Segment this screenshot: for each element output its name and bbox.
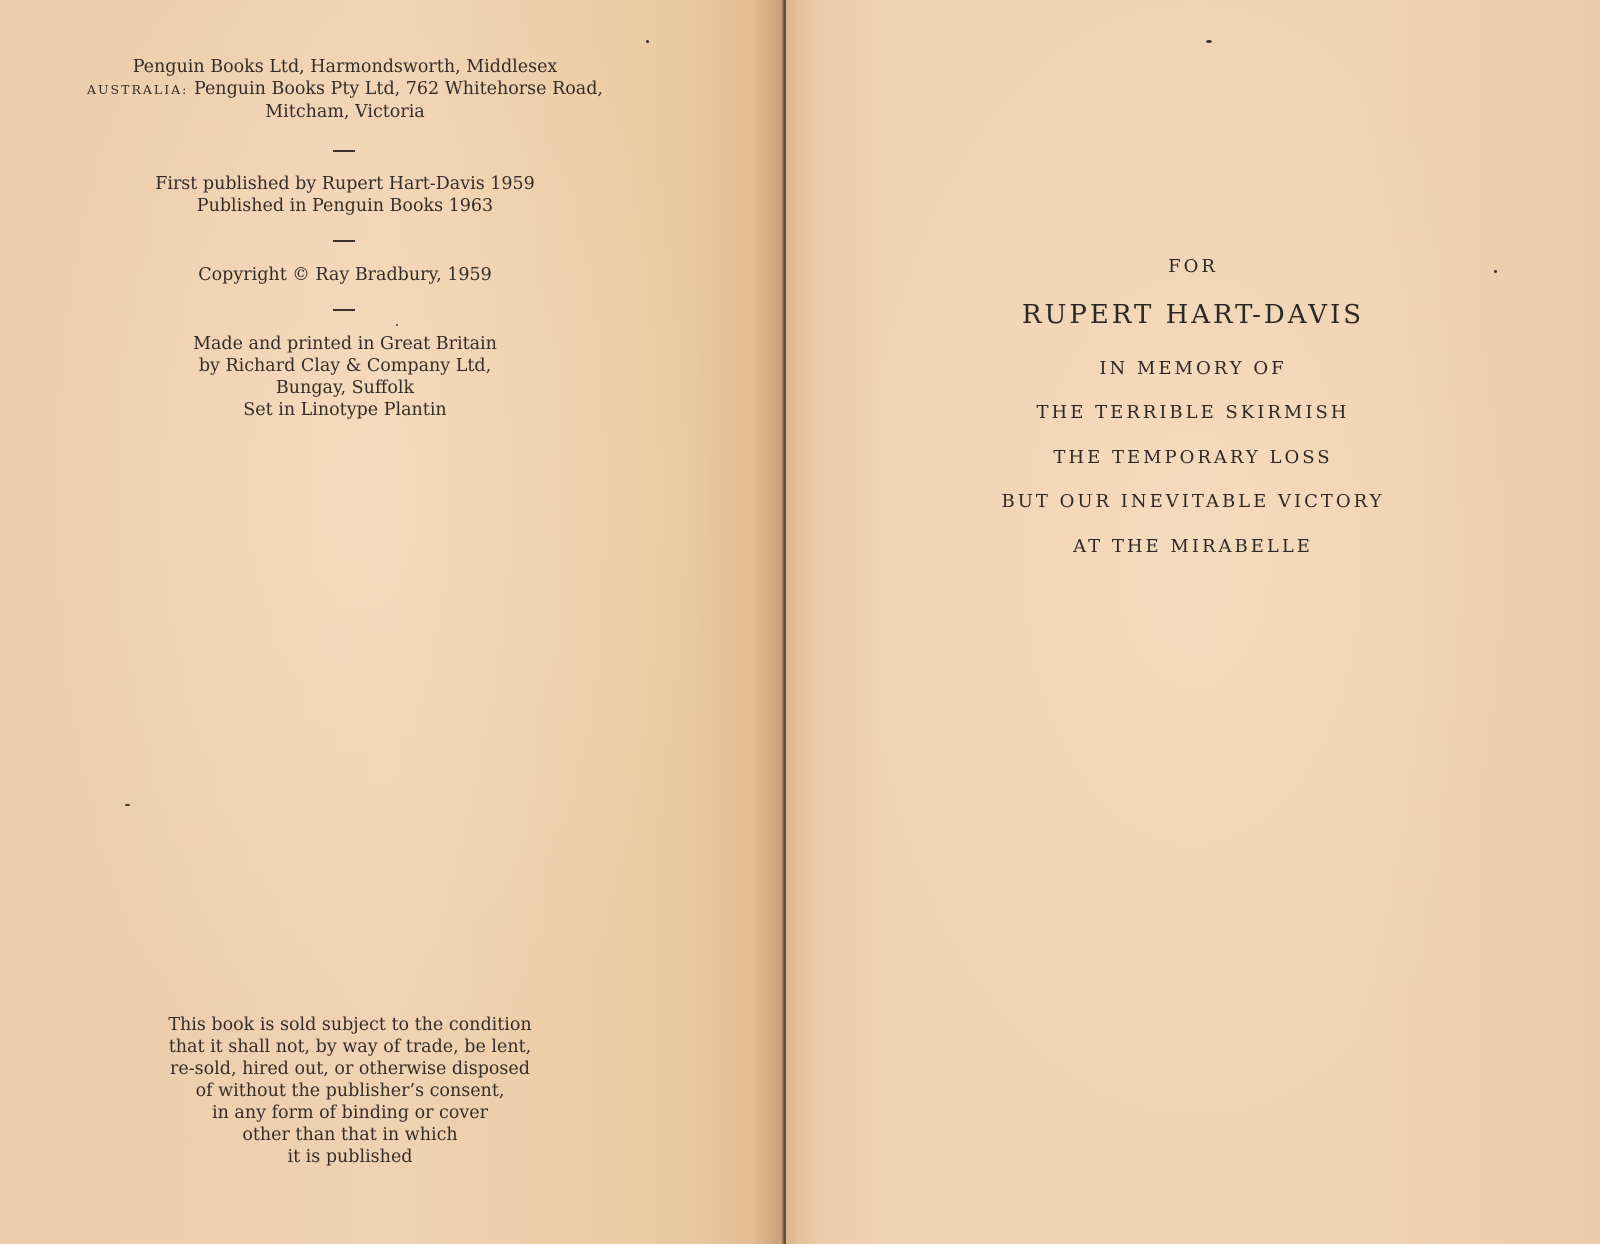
publisher-line-2-text: Penguin Books Pty Ltd, 762 Whitehorse Road, (188, 79, 603, 99)
dedication-line-5: AT THE MIRABELLE (1073, 536, 1313, 557)
printer-line-4: Set in Linotype Plantin (243, 400, 447, 420)
publisher-line-3: Mitcham, Victoria (265, 102, 425, 122)
publisher-line-1: Penguin Books Ltd, Harmondsworth, Middlesex (132, 57, 558, 77)
paper-speck (396, 324, 398, 326)
condition-line-5: in any form of binding or cover (211, 1103, 488, 1123)
publication-history (40, 173, 650, 217)
condition-line-6: other than that in which (242, 1125, 458, 1145)
dedication-line-2: THE TERRIBLE SKIRMISH (1036, 402, 1350, 423)
condition-line-7: it is published (287, 1147, 413, 1167)
penguin-published-line: Published in Penguin Books 1963 (196, 196, 494, 216)
printer-line-1: Made and printed in Great Britain (193, 334, 497, 354)
dedication-line-1: IN MEMORY OF (1099, 358, 1287, 379)
condition-line-3: re-sold, hired out, or otherwise disposed (170, 1059, 530, 1079)
dedication-page (786, 0, 1600, 1244)
sale-condition-notice (55, 1014, 645, 1168)
separator-dash (333, 309, 355, 311)
condition-line-4: of without the publisher’s consent, (195, 1081, 505, 1101)
paper-speck (646, 40, 649, 43)
paper-speck (1206, 40, 1212, 43)
copyright-notice (40, 264, 650, 286)
dedication-line-4: BUT OUR INEVITABLE VICTORY (1001, 491, 1385, 512)
separator-dash (333, 150, 355, 152)
publisher-line-2 (40, 78, 650, 101)
dedicatee-name: RUPERT HART-DAVIS (1021, 300, 1365, 330)
separator-dash (333, 240, 355, 242)
copyright-page (0, 0, 784, 1244)
condition-line-1: This book is sold subject to the condition (168, 1015, 532, 1035)
copyright-line: Copyright © Ray Bradbury, 1959 (198, 265, 492, 285)
dedication-for: FOR (1168, 256, 1218, 277)
publisher-country-label: AUSTRALIA: (87, 82, 189, 97)
paper-speck (1494, 270, 1497, 273)
printer-block (40, 333, 650, 421)
condition-line-2: that it shall not, by way of trade, be lent, (168, 1037, 532, 1057)
first-published-line: First published by Rupert Hart-Davis 1959 (155, 174, 535, 194)
printer-line-3: Bungay, Suffolk (275, 378, 415, 398)
paper-speck (125, 804, 130, 806)
dedication-line-3: THE TEMPORARY LOSS (1053, 447, 1333, 468)
publisher-block (40, 56, 650, 123)
printer-line-2: by Richard Clay & Company Ltd, (198, 356, 492, 376)
